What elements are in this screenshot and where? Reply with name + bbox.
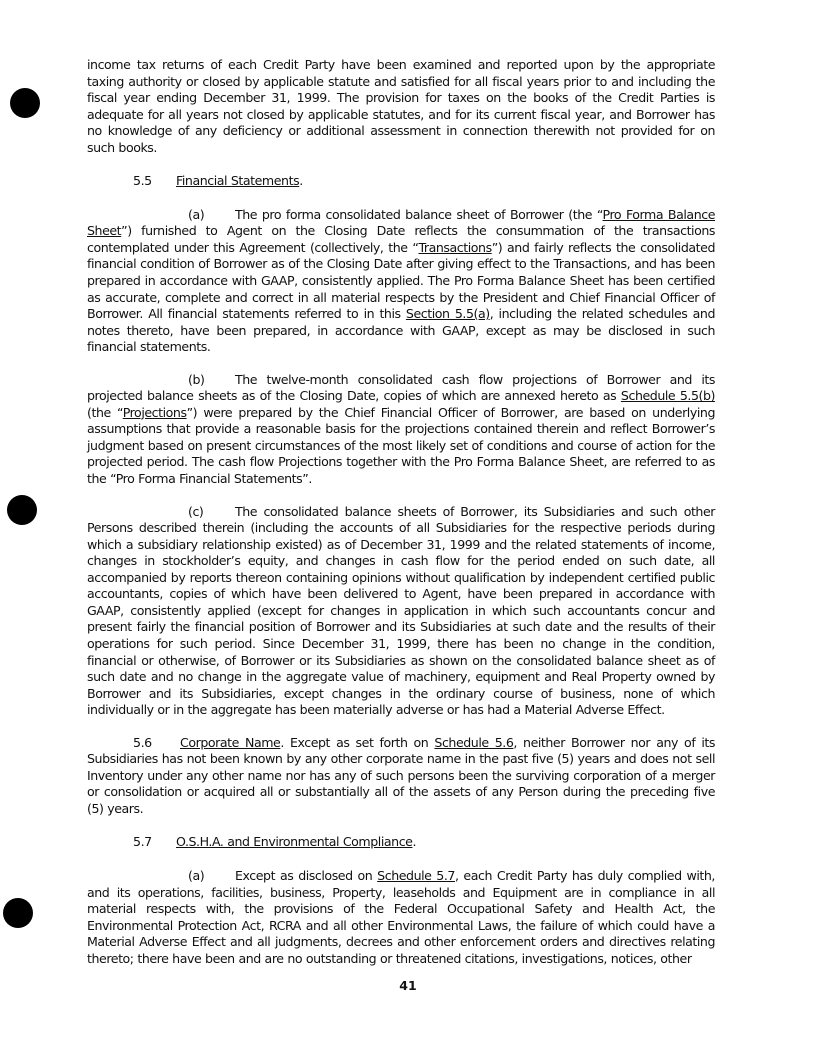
text: Except as disclosed on — [235, 867, 378, 883]
section-title: Corporate Name — [180, 734, 281, 750]
paragraph-5-5-c — [87, 504, 715, 719]
document-body — [87, 57, 715, 967]
text: ”) were prepared by the Chief Financial Officer of Borrower, are based on underlying assumptions that provide a reasonable basis for the projections contained therein and reflect Borrower’s judgment based on present circumstances of the most likely set of conditions and course of action for the projected period. The cash flow Projections together with the Pro Forma Balance Sheet, are referred to as the “Pro Forma Financial Statements”. — [87, 404, 715, 487]
clause-label: (a) — [188, 206, 205, 222]
punch-hole-bottom — [3, 898, 33, 928]
punctuation: . — [412, 834, 417, 850]
punch-hole-top — [10, 88, 40, 118]
paragraph-5-6 — [87, 735, 715, 818]
section-number: 5.6 — [133, 734, 152, 750]
page-number: 41 — [399, 978, 417, 993]
text: , including the related schedules and notes thereto, have been prepared, in accordance with GAAP, except as may be disclosed in such financial statements. — [87, 306, 715, 355]
cross-reference: Schedule 5.6 — [434, 734, 514, 750]
paragraph-5-5-a — [87, 207, 715, 356]
text: (the “ — [87, 404, 123, 420]
defined-term: Projections — [122, 404, 187, 420]
text: . Except as set forth on — [280, 734, 435, 750]
text: , neither Borrower nor any of its Subsidiaries has not been known by any other corporate name in the past five (5) years and does not sell Inventory under any other name nor has any of such persons been the surviving corporation of a merger or consolidation or acquired all or substantially all of the assets of any Person during the preceding five (5) years. — [87, 734, 716, 816]
punctuation: . — [299, 173, 303, 189]
clause-label: (c) — [188, 503, 204, 519]
section-5-7-heading — [87, 834, 715, 851]
clause-label: (a) — [188, 867, 205, 883]
section-number: 5.5 — [133, 173, 152, 189]
cross-reference: Section 5.5(a) — [405, 306, 490, 322]
cross-reference: Schedule 5.5(b) — [620, 388, 715, 404]
text: The twelve-month consolidated cash flow projections of Borrower and its projected balance sheets as of the Closing Date, copies of which are annexed hereto as — [87, 371, 715, 404]
paragraph-5-7-a — [87, 868, 715, 967]
defined-term: Pro Forma Balance Sheet — [87, 206, 716, 239]
text: The pro forma consolidated balance sheet of Borrower (the “ — [235, 206, 603, 222]
text: , each Credit Party has duly complied with, and its operations, facilities, business, Property, leaseholds and Equipment are in compliance in all material respects with, the provisions of the Federal Occupational Safety and Health Act, the Environmental Protection Act, RCRA and all other Environmental Laws, the failure of which could have a Material Adverse Effect and all judgments, decrees and other enforcement orders and directives relating thereto; there have been and are no outstanding or threatened citations, investigations, notices, other — [87, 867, 715, 966]
text: ”) and fairly reflects the consolidated financial condition of Borrower as of the Closing Date after giving effect to the Transactions, and has been prepared in accordance with GAAP, consistently applied. The Pro Forma Balance Sheet has been certified as accurate, complete and correct in all material respects by the President and Chief Financial Officer of Borrower. All financial statements referred to in this — [87, 239, 715, 322]
paragraph-5-5-b — [87, 372, 715, 488]
section-5-5-heading — [87, 173, 715, 190]
punch-hole-middle — [7, 495, 37, 525]
text: The consolidated balance sheets of Borrower, its Subsidiaries and such other Persons described therein (including the accounts of all Subsidiaries for the respective periods during which a subsidiary relationship existed) as of December 31, 1999 and the related statements of income, changes in stockholder’s equity, and changes in cash flow for the period ended on such date, all accompanied by reports thereon containing opinions without qualification by independent certified public accountants, copies of which have been delivered to Agent, have been prepared in accordance with GAAP, consistently applied (except for changes in application in which such accountants concur and present fairly the financial position of Borrower and its Subsidiaries at such date and the results of their operations for such period. Since December 31, 1999, there has been no change in the condition, financial or otherwise, of Borrower or its Subsidiaries as shown on the consolidated balance sheet as of such date and no change in the aggregate value of machinery, equipment and Real Property owned by Borrower and its Subsidiaries, except changes in the ordinary course of business, none of which individually or in the aggregate has been materially adverse or has had a Material Adverse Effect. — [87, 503, 715, 718]
defined-term: Transactions — [418, 239, 492, 255]
section-title: Financial Statements — [176, 173, 300, 189]
text: ”) furnished to Agent on the Closing Date reflects the consummation of the transactions contemplated under this Agreement (collectively, the “ — [87, 223, 715, 255]
clause-label: (b) — [188, 371, 205, 387]
cross-reference: Schedule 5.7 — [377, 867, 455, 883]
section-title: O.S.H.A. and Environmental Compliance — [176, 834, 413, 850]
section-number: 5.7 — [133, 834, 152, 850]
intro-paragraph: income tax returns of each Credit Party have been examined and reported upon by the appropriate taxing authority or closed by applicable statute and satisfied for all fiscal years prior to and including the fiscal year ending December 31, 1999. The provision for taxes on the books of the Credit Parties is adequate for all years not closed by applicable statutes, and for its current fiscal year, and Borrower has no knowledge of any deficiency or additional assessment in connection therewith not provided for on such books. — [87, 57, 715, 155]
